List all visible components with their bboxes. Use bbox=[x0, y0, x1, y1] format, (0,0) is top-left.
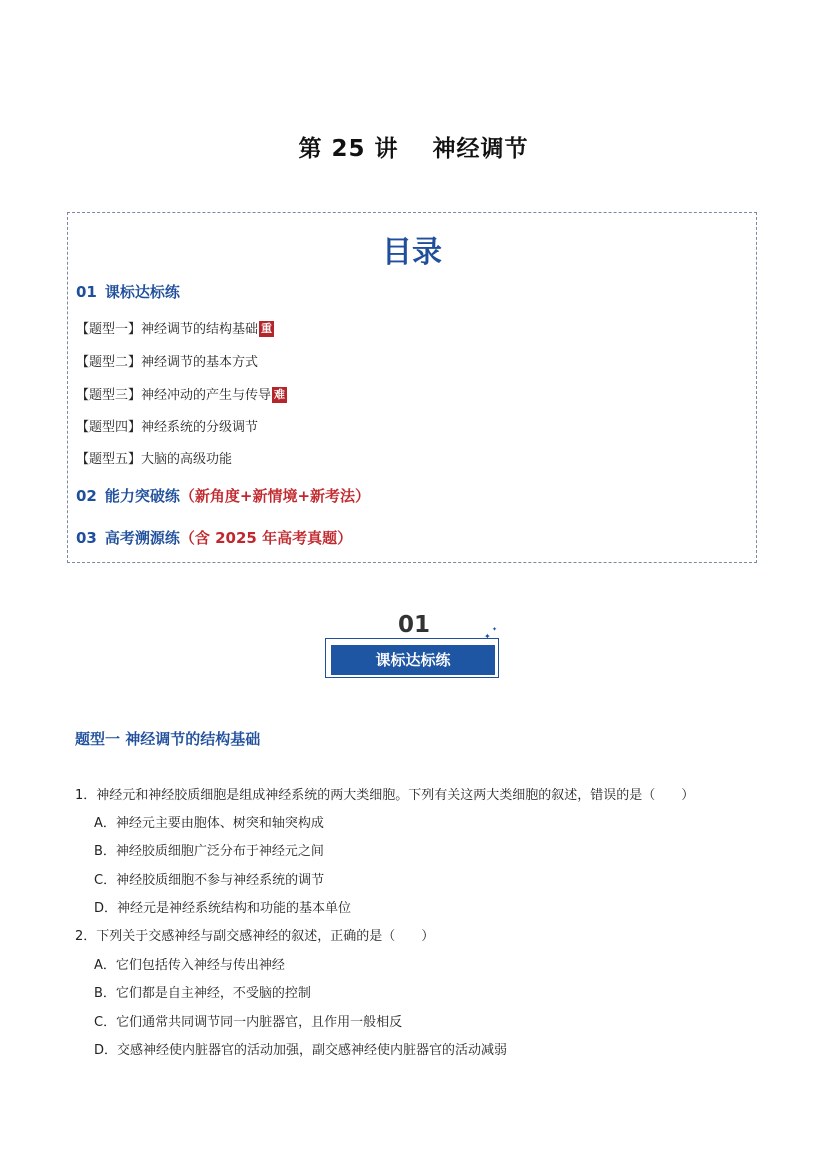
toc-section-extra: （含 2025 年高考真题） bbox=[179, 529, 353, 547]
banner-label: 课标达标练 bbox=[331, 645, 495, 675]
question-1-option-d[interactable]: D．神经元是神经系统结构和功能的基本单位 bbox=[94, 901, 352, 916]
toc-section-number: 03 bbox=[76, 529, 97, 547]
question-2-stem: 2．下列关于交感神经与副交感神经的叙述，正确的是（ ） bbox=[75, 929, 435, 944]
toc-item-label: 【题型三】神经冲动的产生与传导 bbox=[76, 388, 272, 403]
lecture-number: 第 25 讲 bbox=[298, 136, 399, 162]
toc-item-type-1[interactable] bbox=[76, 318, 274, 337]
toc-section-label: 课标达标练 bbox=[104, 283, 180, 301]
toc-item-type-2[interactable] bbox=[76, 351, 258, 370]
question-2-option-d[interactable]: D．交感神经使内脏器官的活动加强，副交感神经使内脏器官的活动减弱 bbox=[94, 1043, 508, 1058]
toc-section-label: 能力突破练 bbox=[104, 487, 180, 505]
lecture-topic: 神经调节 bbox=[432, 136, 529, 162]
difficult-badge: 难 bbox=[274, 388, 286, 401]
question-1-option-c[interactable]: C．神经胶质细胞不参与神经系统的调节 bbox=[94, 873, 325, 888]
toc-item-type-5[interactable] bbox=[76, 448, 232, 467]
toc-section-02[interactable] bbox=[76, 485, 370, 506]
question-2-option-b[interactable]: B．它们都是自主神经，不受脑的控制 bbox=[94, 986, 311, 1001]
question-1-option-a[interactable]: A．神经元主要由胞体、树突和轴突构成 bbox=[94, 816, 324, 831]
table-of-contents bbox=[67, 212, 757, 563]
toc-section-extra: （新角度+新情境+新考法） bbox=[179, 487, 371, 505]
question-2-option-c[interactable]: C．它们通常共同调节同一内脏器官，且作用一般相反 bbox=[94, 1015, 403, 1030]
question-1-option-b[interactable]: B．神经胶质细胞广泛分布于神经元之间 bbox=[94, 844, 324, 859]
toc-item-type-3[interactable] bbox=[76, 384, 287, 403]
toc-section-03[interactable] bbox=[76, 527, 352, 548]
toc-item-label: 【题型一】神经调节的结构基础 bbox=[76, 322, 259, 337]
toc-section-01[interactable] bbox=[76, 281, 180, 302]
toc-item-label: 【题型二】神经调节的基本方式 bbox=[76, 355, 259, 370]
toc-item-type-4[interactable] bbox=[76, 416, 258, 435]
question-1-stem: 1．神经元和神经胶质细胞是组成神经系统的两大类细胞。下列有关这两大类细胞的叙述，错误的是（ ） bbox=[75, 788, 695, 803]
section-banner bbox=[322, 612, 506, 684]
toc-section-label: 高考溯源练 bbox=[104, 529, 180, 547]
sparkle-icon: ✦ bbox=[484, 632, 491, 641]
toc-item-label: 【题型五】大脑的高级功能 bbox=[76, 452, 233, 467]
toc-section-number: 01 bbox=[76, 283, 97, 301]
key-point-badge: 重 bbox=[261, 322, 273, 335]
banner-number: 01 bbox=[397, 612, 430, 638]
toc-heading: 目录 bbox=[382, 235, 442, 270]
toc-item-label: 【题型四】神经系统的分级调节 bbox=[76, 420, 259, 435]
question-2-option-a[interactable]: A．它们包括传入神经与传出神经 bbox=[94, 958, 285, 973]
toc-section-number: 02 bbox=[76, 487, 97, 505]
sparkle-icon: ✦ bbox=[492, 626, 498, 633]
page-title bbox=[0, 130, 827, 163]
question-type-heading: 题型一 神经调节的结构基础 bbox=[75, 730, 261, 748]
